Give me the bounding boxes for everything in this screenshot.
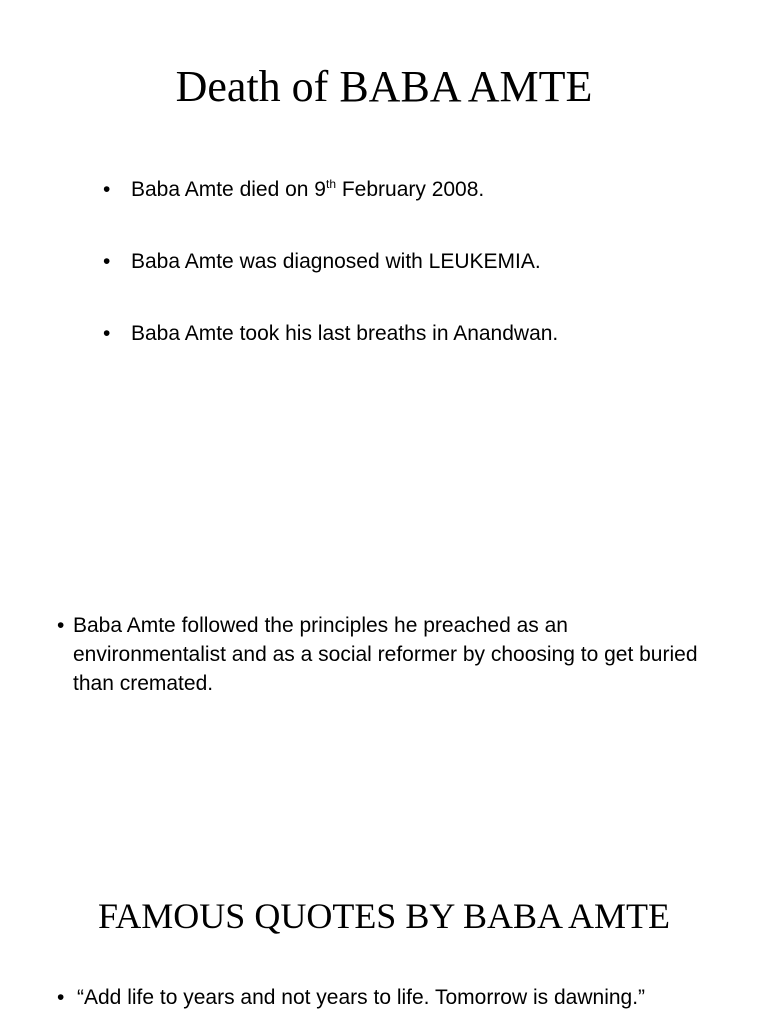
quotes-title: FAMOUS QUOTES BY BABA AMTE [97, 896, 671, 936]
bullet-icon: • [57, 986, 65, 1009]
bullet-icon: • [103, 322, 111, 345]
bullet-text: Baba Amte took his last breaths in Anandwan. [131, 322, 559, 345]
list-item [57, 611, 717, 698]
slide-title: Death of BABA AMTE [175, 62, 593, 111]
list-item [103, 319, 703, 348]
list-item [103, 175, 703, 204]
quotes-list [57, 983, 717, 1012]
bullet-icon: • [57, 614, 65, 637]
bullet-icon: • [103, 178, 111, 201]
bullet-text: Baba Amte was diagnosed with LEUKEMIA. [131, 250, 541, 273]
list-item [57, 983, 717, 1012]
bullet-icon: • [103, 250, 111, 273]
death-facts-list [103, 175, 703, 391]
principles-list [57, 611, 717, 698]
list-item [103, 247, 703, 276]
quote-text: “Add life to years and not years to life. Tomorrow is dawning.” [77, 986, 646, 1009]
bullet-text: Baba Amte followed the principles he preached as an environmentalist and as a social reformer by choosing to get buried than cremated. [73, 614, 698, 695]
bullet-text: Baba Amte died on 9th February 2008. [131, 177, 485, 201]
